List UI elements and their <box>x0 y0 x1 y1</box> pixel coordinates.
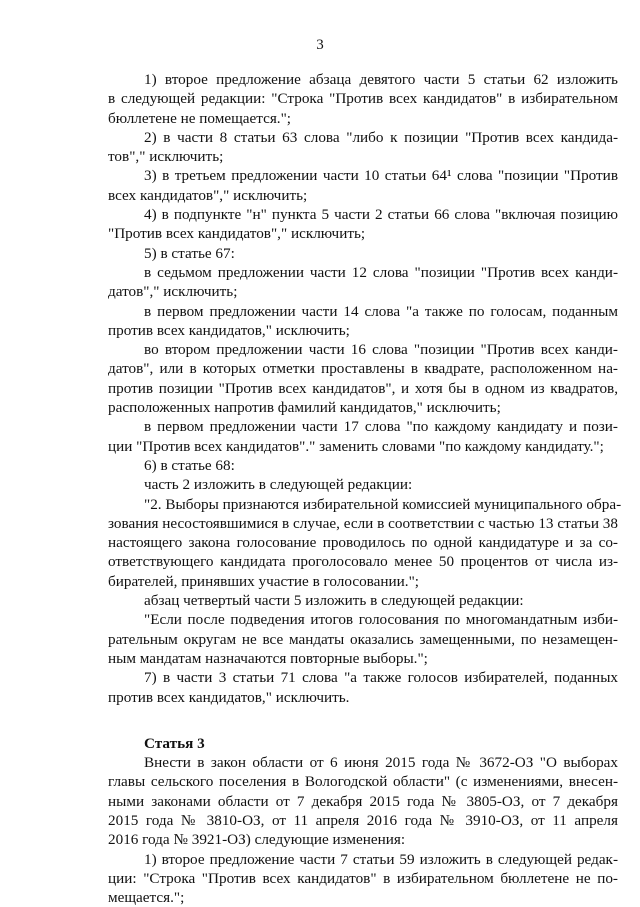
text-line: 7) в части 3 статьи 71 слова "а также голосов избирателей, поданных <box>144 669 618 687</box>
text-line: в первом предложении части 14 слова "а также по голосам, поданным <box>144 302 618 320</box>
amendment-paragraph <box>108 668 618 707</box>
amendment-paragraph <box>108 302 618 341</box>
text-line: бирателей, принявших участие в голосовании."; <box>108 572 419 590</box>
text-line: 5) в статье 67: <box>144 244 235 262</box>
amendment-paragraph <box>108 263 618 302</box>
text-line: "Если после подведения итогов голосования по многомандатным изби- <box>144 611 618 629</box>
article-body <box>108 753 618 907</box>
article-paragraph <box>108 850 618 907</box>
text-line: ции: "Строка "Против всех кандидатов" в избирательном бюллетене не по- <box>108 869 618 887</box>
text-line: бюллетене не помещается."; <box>108 109 292 127</box>
amendment-paragraph <box>108 495 622 591</box>
text-line: "Против всех кандидатов"," исключить; <box>108 225 366 243</box>
amendment-paragraph <box>108 456 618 475</box>
article-paragraph <box>108 753 618 849</box>
text-line: против позиции "Против всех кандидатов", и хотя бы в одном из квадратов, <box>108 379 618 397</box>
amendment-paragraph <box>108 591 618 610</box>
text-line: ным мандатам назначаются повторные выборы."; <box>108 649 428 667</box>
page-number: 3 <box>316 37 324 53</box>
text-line: главы сельского поселения в Вологодской области" (с изменениями, внесен- <box>108 773 618 791</box>
text-line: зования несостоявшимися в случае, если в соответствии с частью 13 статьи 38 <box>108 514 618 532</box>
text-line: 1) второе предложение части 7 статьи 59 изложить в следующей редак- <box>144 850 618 868</box>
text-line: во втором предложении части 16 слова "позиции "Против всех канди- <box>144 341 618 359</box>
text-line: 3) в третьем предложении части 10 статьи 64¹ слова "позиции "Против <box>144 167 618 185</box>
text-line: тов"," исключить; <box>108 148 224 166</box>
article-heading: Статья 3 <box>144 734 205 752</box>
text-line: в седьмом предложении части 12 слова "позиции "Против всех канди- <box>144 263 618 281</box>
text-line: 1) второе предложение абзаца девятого части 5 статьи 62 изложить <box>144 71 618 88</box>
text-line: ными законами области от 7 декабря 2015 года № 3805-ОЗ, от 7 декабря <box>108 792 618 810</box>
amendments-list <box>108 70 622 707</box>
text-line: абзац четвертый части 5 изложить в следующей редакции: <box>144 592 524 610</box>
amendment-paragraph <box>108 244 618 263</box>
amendment-paragraph <box>108 610 618 668</box>
text-line: настоящего закона голосование проводилось по одной кандидатуре и за со- <box>108 534 618 552</box>
amendment-paragraph <box>108 70 618 128</box>
text-line: датов"," исключить; <box>108 283 238 301</box>
amendment-paragraph <box>108 475 618 494</box>
text-line: против всех кандидатов," исключить; <box>108 321 350 339</box>
text-line: против всех кандидатов," исключить. <box>108 688 350 706</box>
text-line: ответствующего кандидата проголосовало менее 50 процентов от числа из- <box>108 553 618 571</box>
text-line: 4) в подпункте "н" пункта 5 части 2 статьи 66 слова "включая позицию <box>144 206 618 224</box>
text-line: датов", или в которых отметки проставлены в квадрате, расположенном на- <box>108 360 618 378</box>
amendment-paragraph <box>108 340 618 417</box>
text-line: мещается."; <box>108 889 185 907</box>
text-line: 6) в статье 68: <box>144 456 235 474</box>
text-line: ции "Против всех кандидатов"." заменить словами "по каждому кандидату."; <box>108 437 604 455</box>
text-line: "2. Выборы признаются избирательной комиссией муниципального обра- <box>144 495 622 513</box>
amendment-paragraph <box>108 417 618 456</box>
amendment-paragraph <box>108 166 618 205</box>
amendment-paragraph <box>108 128 618 167</box>
text-line: в следующей редакции: "Строка "Против всех кандидатов" в избирательном <box>108 90 618 108</box>
text-line: 2015 года № 3810-ОЗ, от 11 апреля 2016 года № 3910-ОЗ, от 11 апреля <box>108 811 618 829</box>
text-line: 2) в части 8 статьи 63 слова "либо к позиции "Против всех кандида- <box>144 128 618 146</box>
text-line: в первом предложении части 17 слова "по каждому кандидату и пози- <box>144 418 618 436</box>
text-line: Внести в закон области от 6 июня 2015 года № 3672-ОЗ "О выборах <box>144 754 618 772</box>
amendment-paragraph <box>108 205 618 244</box>
text-line: рательным округам не все мандаты оказались замещенными, по незамещен- <box>108 630 618 648</box>
document-body <box>108 70 622 907</box>
text-line: часть 2 изложить в следующей редакции: <box>144 476 413 494</box>
text-line: расположенных напротив фамилий кандидатов," исключить; <box>108 399 501 417</box>
text-line: всех кандидатов"," исключить; <box>108 186 308 204</box>
text-line: 2016 года № 3921-ОЗ) следующие изменения: <box>108 831 406 849</box>
